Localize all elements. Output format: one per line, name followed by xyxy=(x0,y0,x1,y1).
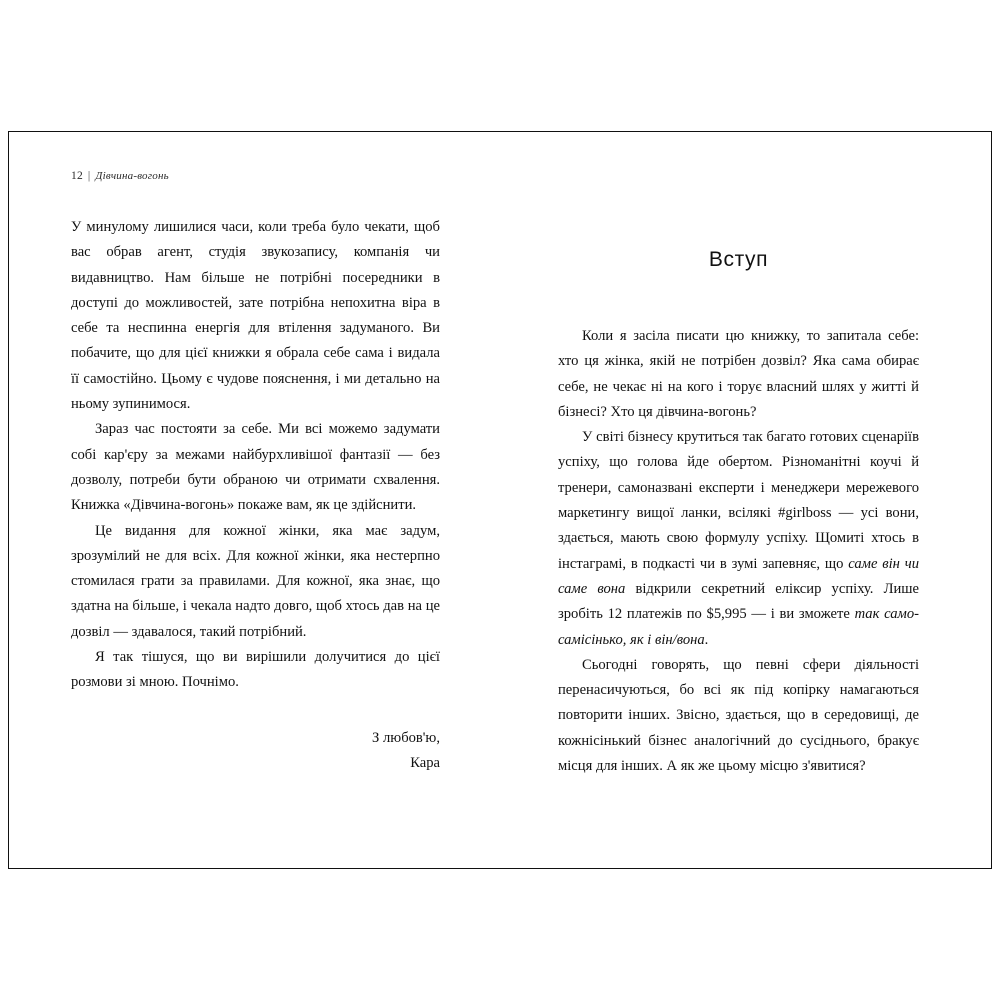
paragraph: Коли я засіла писати цю книжку, то запитала себе: хто ця жінка, якій не потрібен дозвіл? Яка сама обирає себе, не чекає ні на кого і торує власний шлях у житті й бізнесі? Хто ця дівчина-вогонь? xyxy=(558,328,919,420)
left-page-body xyxy=(71,215,440,696)
paragraph: У світі бізнесу крутиться так багато готових сценаріїв успіху, що голова йде обертом. Різноманітні коучі й тренери, самоназвані експерти і менеджери мережевого маркетингу вищої ланки, всілякі #girlboss — усі вони, здається, мають свою формулу успіху. Щомиті хтось в інстаграмі, в подкасті чи в зумі запевняє, що саме він чи саме вона відкрили секретний еліксир успіху. Лише зробіть 12 платежів по $5,995 — і ви зможете так само-самісінько, як і він/вона. xyxy=(558,429,920,648)
running-head-title: Дівчина-вогонь xyxy=(95,170,169,182)
book-spread xyxy=(8,131,992,869)
signoff-name: Кара xyxy=(410,754,440,771)
right-page-body xyxy=(558,324,919,779)
chapter-title: Вступ xyxy=(708,248,769,271)
left-page xyxy=(9,132,500,868)
paragraph: Зараз час постояти за себе. Ми всі можемо задумати собі кар'єру за межами найбурхливішої фантазії — без дозволу, потреби бути обраною чи отримати схвалення. Книжка «Дівчина-вогонь» покаже вам, як це здійснити. xyxy=(71,421,440,514)
signoff-line: З любов'ю, xyxy=(372,729,440,746)
right-page xyxy=(500,132,991,868)
paragraph: Я так тішуся, що ви вирішили долучитися до цієї розмови зі мною. Почнімо. xyxy=(71,649,440,691)
signoff-block xyxy=(71,726,440,777)
running-head xyxy=(71,170,440,182)
paragraph: Сьогодні говорять, що певні сфери діяльності перенасичуються, бо всі як під копірку намагаються повторити інших. Звісно, здається, що в середовищі, де кожнісінький бізнес аналогічний до сусіднього, бракує місця для інших. А як же цьому місцю з'явитися? xyxy=(558,656,919,775)
running-head-separator: | xyxy=(87,170,91,182)
paragraph: Це видання для кожної жінки, яка має задум, зрозумілий не для всіх. Для кожної жінки, яка нестерпно стомилася грати за правилами. Для кожної, яка знає, що здатна на більше, і чекала надто довго, щоб хтось дав на це дозвіл — здавалося, такий потрібний. xyxy=(71,522,440,640)
paragraph: У минулому лишилися часи, коли треба було чекати, щоб вас обрав агент, студія звукозапису, компанія чи видавництво. Нам більше не потрібні посередники в доступі до можливостей, зате потрібна непохитна віра в себе та неспинна енергія для втілення задуманого. Ви побачите, що для цієї книжки я обрала себе сама і видала її самостійно. Цьому є чудове пояснення, і ми детально на ньому зупинимося. xyxy=(71,219,440,413)
page-number: 12 xyxy=(71,170,83,182)
